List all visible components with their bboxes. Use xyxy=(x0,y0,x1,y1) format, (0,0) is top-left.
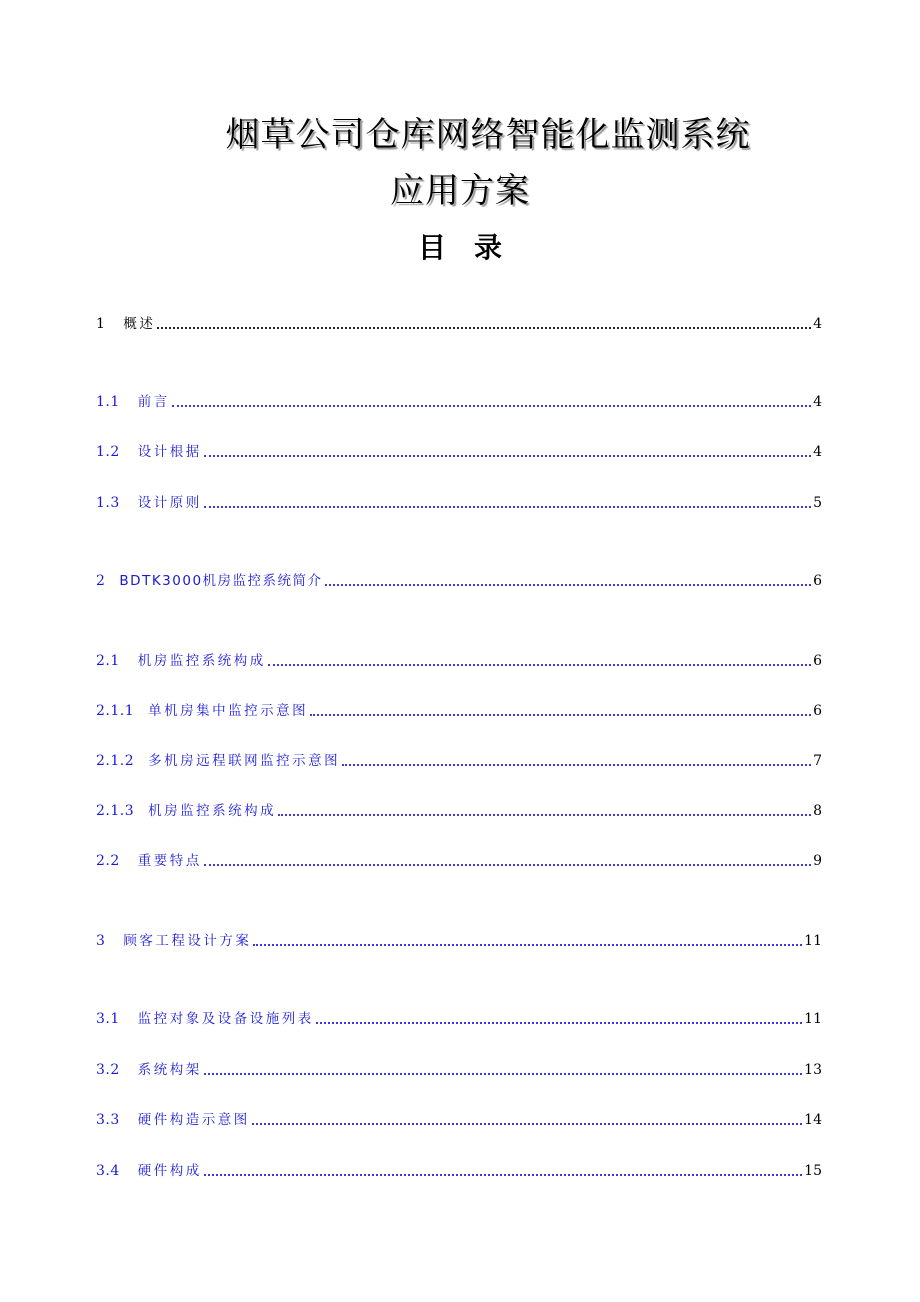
toc-label: 系统构架 xyxy=(137,1062,202,1078)
toc-page-number: 13 xyxy=(804,1062,822,1078)
toc-page-number: 6 xyxy=(813,653,822,669)
toc-number: 1 xyxy=(96,316,106,332)
toc-entry-3[interactable] xyxy=(96,930,822,952)
toc-page-number: 4 xyxy=(813,394,822,410)
toc-entry-2-1[interactable] xyxy=(96,650,822,672)
toc-number: 1.2 xyxy=(96,444,120,460)
toc-page-number: 15 xyxy=(804,1163,822,1179)
toc-label: 设计根据 xyxy=(137,444,202,460)
toc-entry-2-1-3[interactable] xyxy=(96,800,822,822)
toc-heading: 目 录 xyxy=(417,231,502,264)
toc-leader-dots xyxy=(204,864,811,866)
toc-number: 2.1.2 xyxy=(96,753,135,769)
toc-page-number: 14 xyxy=(804,1112,822,1128)
toc-page-number: 11 xyxy=(804,933,822,949)
toc-page-number: 4 xyxy=(813,444,822,460)
toc-entry-2-2[interactable] xyxy=(96,850,822,872)
toc-leader-dots xyxy=(157,327,811,329)
toc-number: 3.1 xyxy=(96,1011,120,1027)
toc-page-number: 8 xyxy=(813,803,822,819)
toc-number: 2.1 xyxy=(96,653,120,669)
toc-number: 2.1.1 xyxy=(96,703,135,719)
toc-entry-3-1[interactable] xyxy=(96,1008,822,1030)
toc-label: 机房监控系统构成 xyxy=(148,803,277,819)
toc-number: 2 xyxy=(96,573,106,589)
toc-label: 单机房集中监控示意图 xyxy=(148,703,309,719)
toc-label: 顾客工程设计方案 xyxy=(123,933,252,949)
toc-leader-dots xyxy=(204,1174,802,1176)
toc-label: 多机房远程联网监控示意图 xyxy=(148,753,341,769)
toc-entry-3-4[interactable] xyxy=(96,1160,822,1182)
toc-page-number: 4 xyxy=(813,316,822,332)
toc-leader-dots xyxy=(172,405,811,407)
toc-entry-3-2[interactable] xyxy=(96,1059,822,1081)
toc-label: 监控对象及设备设施列表 xyxy=(137,1011,314,1027)
toc-leader-dots xyxy=(278,814,811,816)
toc-number: 1.1 xyxy=(96,394,120,410)
toc-page-number: 11 xyxy=(804,1011,822,1027)
toc-label: 硬件构成 xyxy=(137,1163,202,1179)
toc-leader-dots xyxy=(310,714,811,716)
toc-entry-2-1-2[interactable] xyxy=(96,750,822,772)
toc-label: 概述 xyxy=(123,316,156,332)
toc-entry-3-3[interactable] xyxy=(96,1109,822,1131)
toc-leader-dots xyxy=(268,664,811,666)
toc-label: 重要特点 xyxy=(137,853,202,869)
toc-number: 3 xyxy=(96,933,106,949)
toc-entry-1-1[interactable] xyxy=(96,391,822,413)
toc-label: 硬件构造示意图 xyxy=(137,1112,250,1128)
toc-label: 设计原则 xyxy=(137,495,202,511)
toc-entry-2[interactable] xyxy=(96,570,822,592)
document-title-line1: 烟草公司仓库网络智能化监测系统 xyxy=(225,115,751,155)
toc-number: 1.3 xyxy=(96,495,120,511)
toc-leader-dots xyxy=(252,1123,802,1125)
toc-leader-dots xyxy=(325,584,812,586)
toc-leader-dots xyxy=(253,944,802,946)
toc-entry-2-1-1[interactable] xyxy=(96,700,822,722)
toc-number: 3.3 xyxy=(96,1112,120,1128)
toc-leader-dots xyxy=(204,1073,802,1075)
toc-page-number: 9 xyxy=(813,853,822,869)
toc-leader-dots xyxy=(316,1022,802,1024)
toc-number: 3.4 xyxy=(96,1163,120,1179)
document-title-line2: 应用方案 xyxy=(390,171,530,211)
toc-page-number: 6 xyxy=(813,573,822,589)
toc-number: 2.1.3 xyxy=(96,803,135,819)
toc-label: 机房监控系统构成 xyxy=(137,653,266,669)
toc-page-number: 6 xyxy=(813,703,822,719)
toc-entry-1-2[interactable] xyxy=(96,441,822,463)
toc-leader-dots xyxy=(342,764,811,766)
toc-number: 2.2 xyxy=(96,853,120,869)
toc-leader-dots xyxy=(204,455,811,457)
toc-leader-dots xyxy=(204,506,811,508)
toc-label: 前言 xyxy=(137,394,170,410)
toc-label: BDTK3000机房监控系统简介 xyxy=(119,573,323,589)
toc-page-number: 5 xyxy=(813,495,822,511)
toc-number: 3.2 xyxy=(96,1062,120,1078)
toc-entry-1[interactable] xyxy=(96,313,822,335)
toc-entry-1-3[interactable] xyxy=(96,492,822,514)
toc-page-number: 7 xyxy=(813,753,822,769)
